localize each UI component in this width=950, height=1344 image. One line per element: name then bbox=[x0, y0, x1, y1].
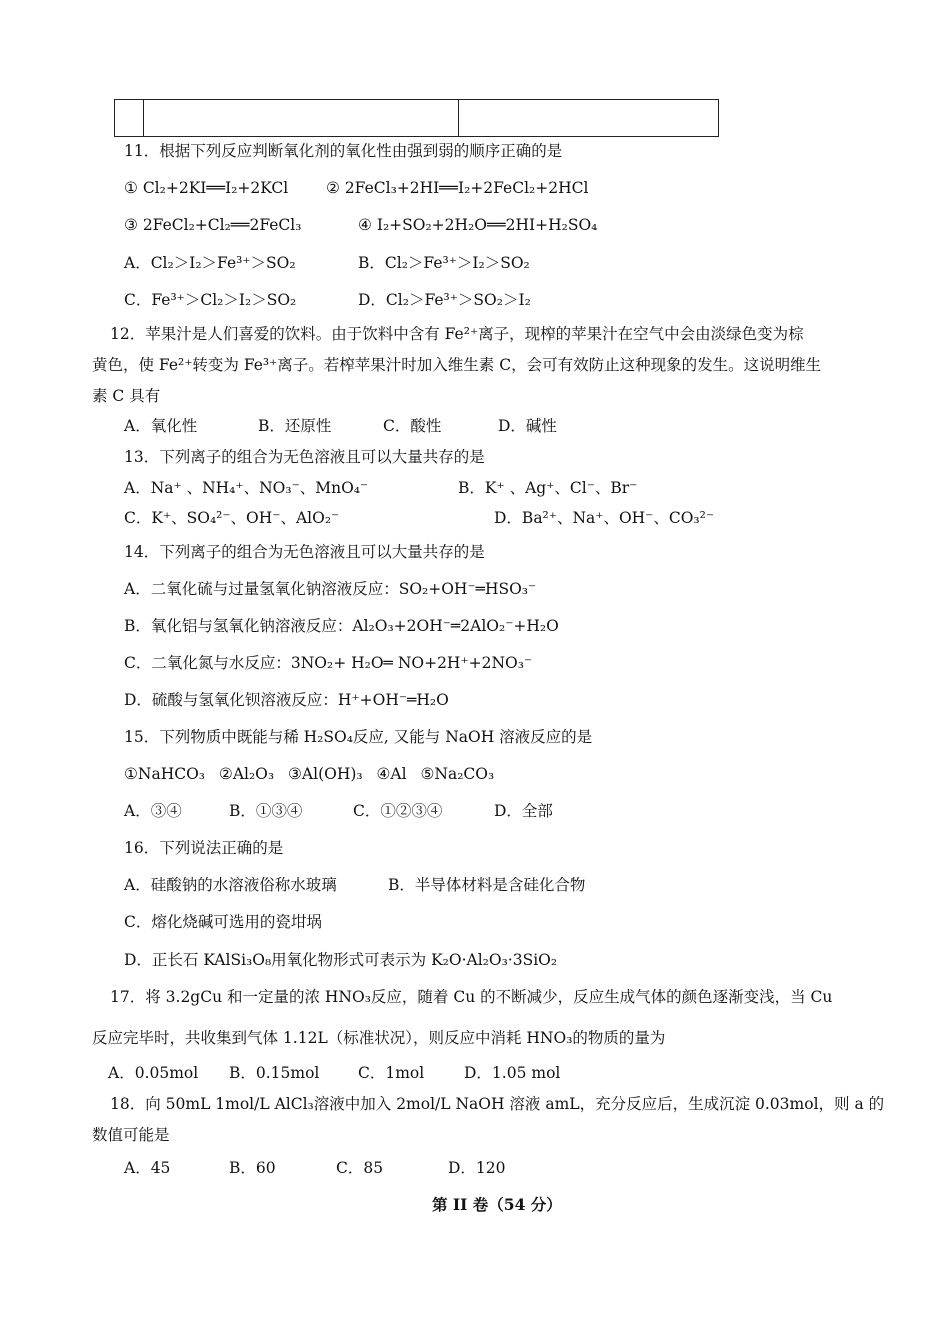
q18-line-2: 数值可能是 bbox=[92, 1126, 170, 1144]
q17-option-b: B．0.15mol bbox=[229, 1064, 320, 1082]
q17-line-2: 反应完毕时，共收集到气体 1.12L（标准状况），则反应中消耗 HNO₃的物质的量为 bbox=[92, 1029, 666, 1047]
q15-option-d: D．全部 bbox=[494, 802, 553, 820]
q15-option-b: B．①③④ bbox=[229, 802, 303, 820]
q12-option-d: D．碱性 bbox=[498, 417, 557, 435]
q11-option-c: C．Fe³⁺＞Cl₂＞I₂＞SO₂ bbox=[124, 291, 297, 309]
q14-option-d: D．硫酸与氢氧化钡溶液反应：H⁺+OH⁻═H₂O bbox=[124, 691, 449, 709]
q11-option-b: B．Cl₂＞Fe³⁺＞I₂＞SO₂ bbox=[358, 254, 530, 272]
q14-option-c: C．二氧化氮与水反应：3NO₂+ H₂O═ NO+2H⁺+2NO₃⁻ bbox=[124, 654, 533, 672]
q15-option-c: C．①②③④ bbox=[353, 802, 443, 820]
table-divider bbox=[143, 100, 144, 136]
table-divider bbox=[458, 100, 459, 136]
q18-option-d: D．120 bbox=[448, 1159, 506, 1177]
q16-stem: 16．下列说法正确的是 bbox=[124, 839, 284, 857]
q16-option-c: C．熔化烧碱可选用的瓷坩埚 bbox=[124, 913, 322, 931]
q13-option-b: B．K⁺ 、Ag⁺、Cl⁻、Br⁻ bbox=[458, 479, 638, 497]
q13-option-a: A．Na⁺ 、NH₄⁺、NO₃⁻、MnO₄⁻ bbox=[124, 479, 369, 497]
q12-option-b: B．还原性 bbox=[258, 417, 332, 435]
q17-line-1: 17．将 3.2gCu 和一定量的浓 HNO₃反应，随着 Cu 的不断减少，反应生成气体的颜色逐渐变浅，当 Cu bbox=[110, 988, 833, 1006]
q15-stem: 15．下列物质中既能与稀 H₂SO₄反应, 又能与 NaOH 溶液反应的是 bbox=[124, 728, 593, 746]
q17-option-a: A．0.05mol bbox=[108, 1064, 199, 1082]
q12-option-a: A．氧化性 bbox=[124, 417, 198, 435]
q13-option-d: D．Ba²⁺、Na⁺、OH⁻、CO₃²⁻ bbox=[494, 509, 715, 527]
q14-stem: 14．下列离子的组合为无色溶液且可以大量共存的是 bbox=[124, 543, 485, 561]
q17-option-c: C．1mol bbox=[358, 1064, 425, 1082]
q12-option-c: C．酸性 bbox=[383, 417, 442, 435]
q16-option-d: D．正长石 KAlSi₃O₈用氧化物形式可表示为 K₂O·Al₂O₃·3SiO₂ bbox=[124, 951, 558, 969]
q11-reaction-1: ① Cl₂+2KI══I₂+2KCl bbox=[124, 179, 289, 197]
q13-option-c: C．K⁺、SO₄²⁻、OH⁻、AlO₂⁻ bbox=[124, 509, 340, 527]
q17-option-d: D．1.05 mol bbox=[464, 1064, 561, 1082]
q11-reaction-4: ④ I₂+SO₂+2H₂O══2HI+H₂SO₄ bbox=[358, 216, 598, 234]
q16-option-a: A．硅酸钠的水溶液俗称水玻璃 bbox=[124, 876, 337, 894]
q11-stem: 11．根据下列反应判断氧化剂的氧化性由强到弱的顺序正确的是 bbox=[124, 142, 563, 160]
q16-option-b: B．半导体材料是含硅化合物 bbox=[388, 876, 586, 894]
q11-reaction-3: ③ 2FeCl₂+Cl₂══2FeCl₃ bbox=[124, 216, 302, 234]
q14-option-b: B．氧化铝与氢氧化钠溶液反应：Al₂O₃+2OH⁻═2AlO₂⁻+H₂O bbox=[124, 617, 559, 635]
q12-line-3: 素 C 具有 bbox=[92, 387, 161, 405]
q13-stem: 13．下列离子的组合为无色溶液且可以大量共存的是 bbox=[124, 448, 485, 466]
q11-option-a: A．Cl₂＞I₂＞Fe³⁺＞SO₂ bbox=[124, 254, 296, 272]
q12-line-2: 黄色，使 Fe²⁺转变为 Fe³⁺离子。若榨苹果汁时加入维生素 C，会可有效防止这种现象的发生。这说明维生 bbox=[92, 356, 822, 374]
q11-reaction-2: ② 2FeCl₃+2HI══I₂+2FeCl₂+2HCl bbox=[326, 179, 589, 197]
q18-option-a: A．45 bbox=[124, 1159, 171, 1177]
q15-items: ①NaHCO₃ ②Al₂O₃ ③Al(OH)₃ ④Al ⑤Na₂CO₃ bbox=[124, 765, 495, 783]
q14-option-a: A．二氧化硫与过量氢氧化钠溶液反应：SO₂+OH⁻═HSO₃⁻ bbox=[124, 580, 537, 598]
q18-option-b: B．60 bbox=[229, 1159, 276, 1177]
q18-line-1: 18．向 50mL 1mol/L AlCl₃溶液中加入 2mol/L NaOH 溶液 amL，充分反应后，生成沉淀 0.03mol，则 a 的 bbox=[110, 1095, 885, 1113]
section-title: 第 II 卷（54 分） bbox=[432, 1195, 562, 1214]
answer-table-fragment bbox=[114, 99, 719, 137]
q12-line-1: 12．苹果汁是人们喜爱的饮料。由于饮料中含有 Fe²⁺离子，现榨的苹果汁在空气中会由淡绿色变为棕 bbox=[110, 325, 804, 343]
q15-option-a: A．③④ bbox=[124, 802, 182, 820]
q11-option-d: D．Cl₂＞Fe³⁺＞SO₂＞I₂ bbox=[358, 291, 531, 309]
q18-option-c: C．85 bbox=[336, 1159, 384, 1177]
